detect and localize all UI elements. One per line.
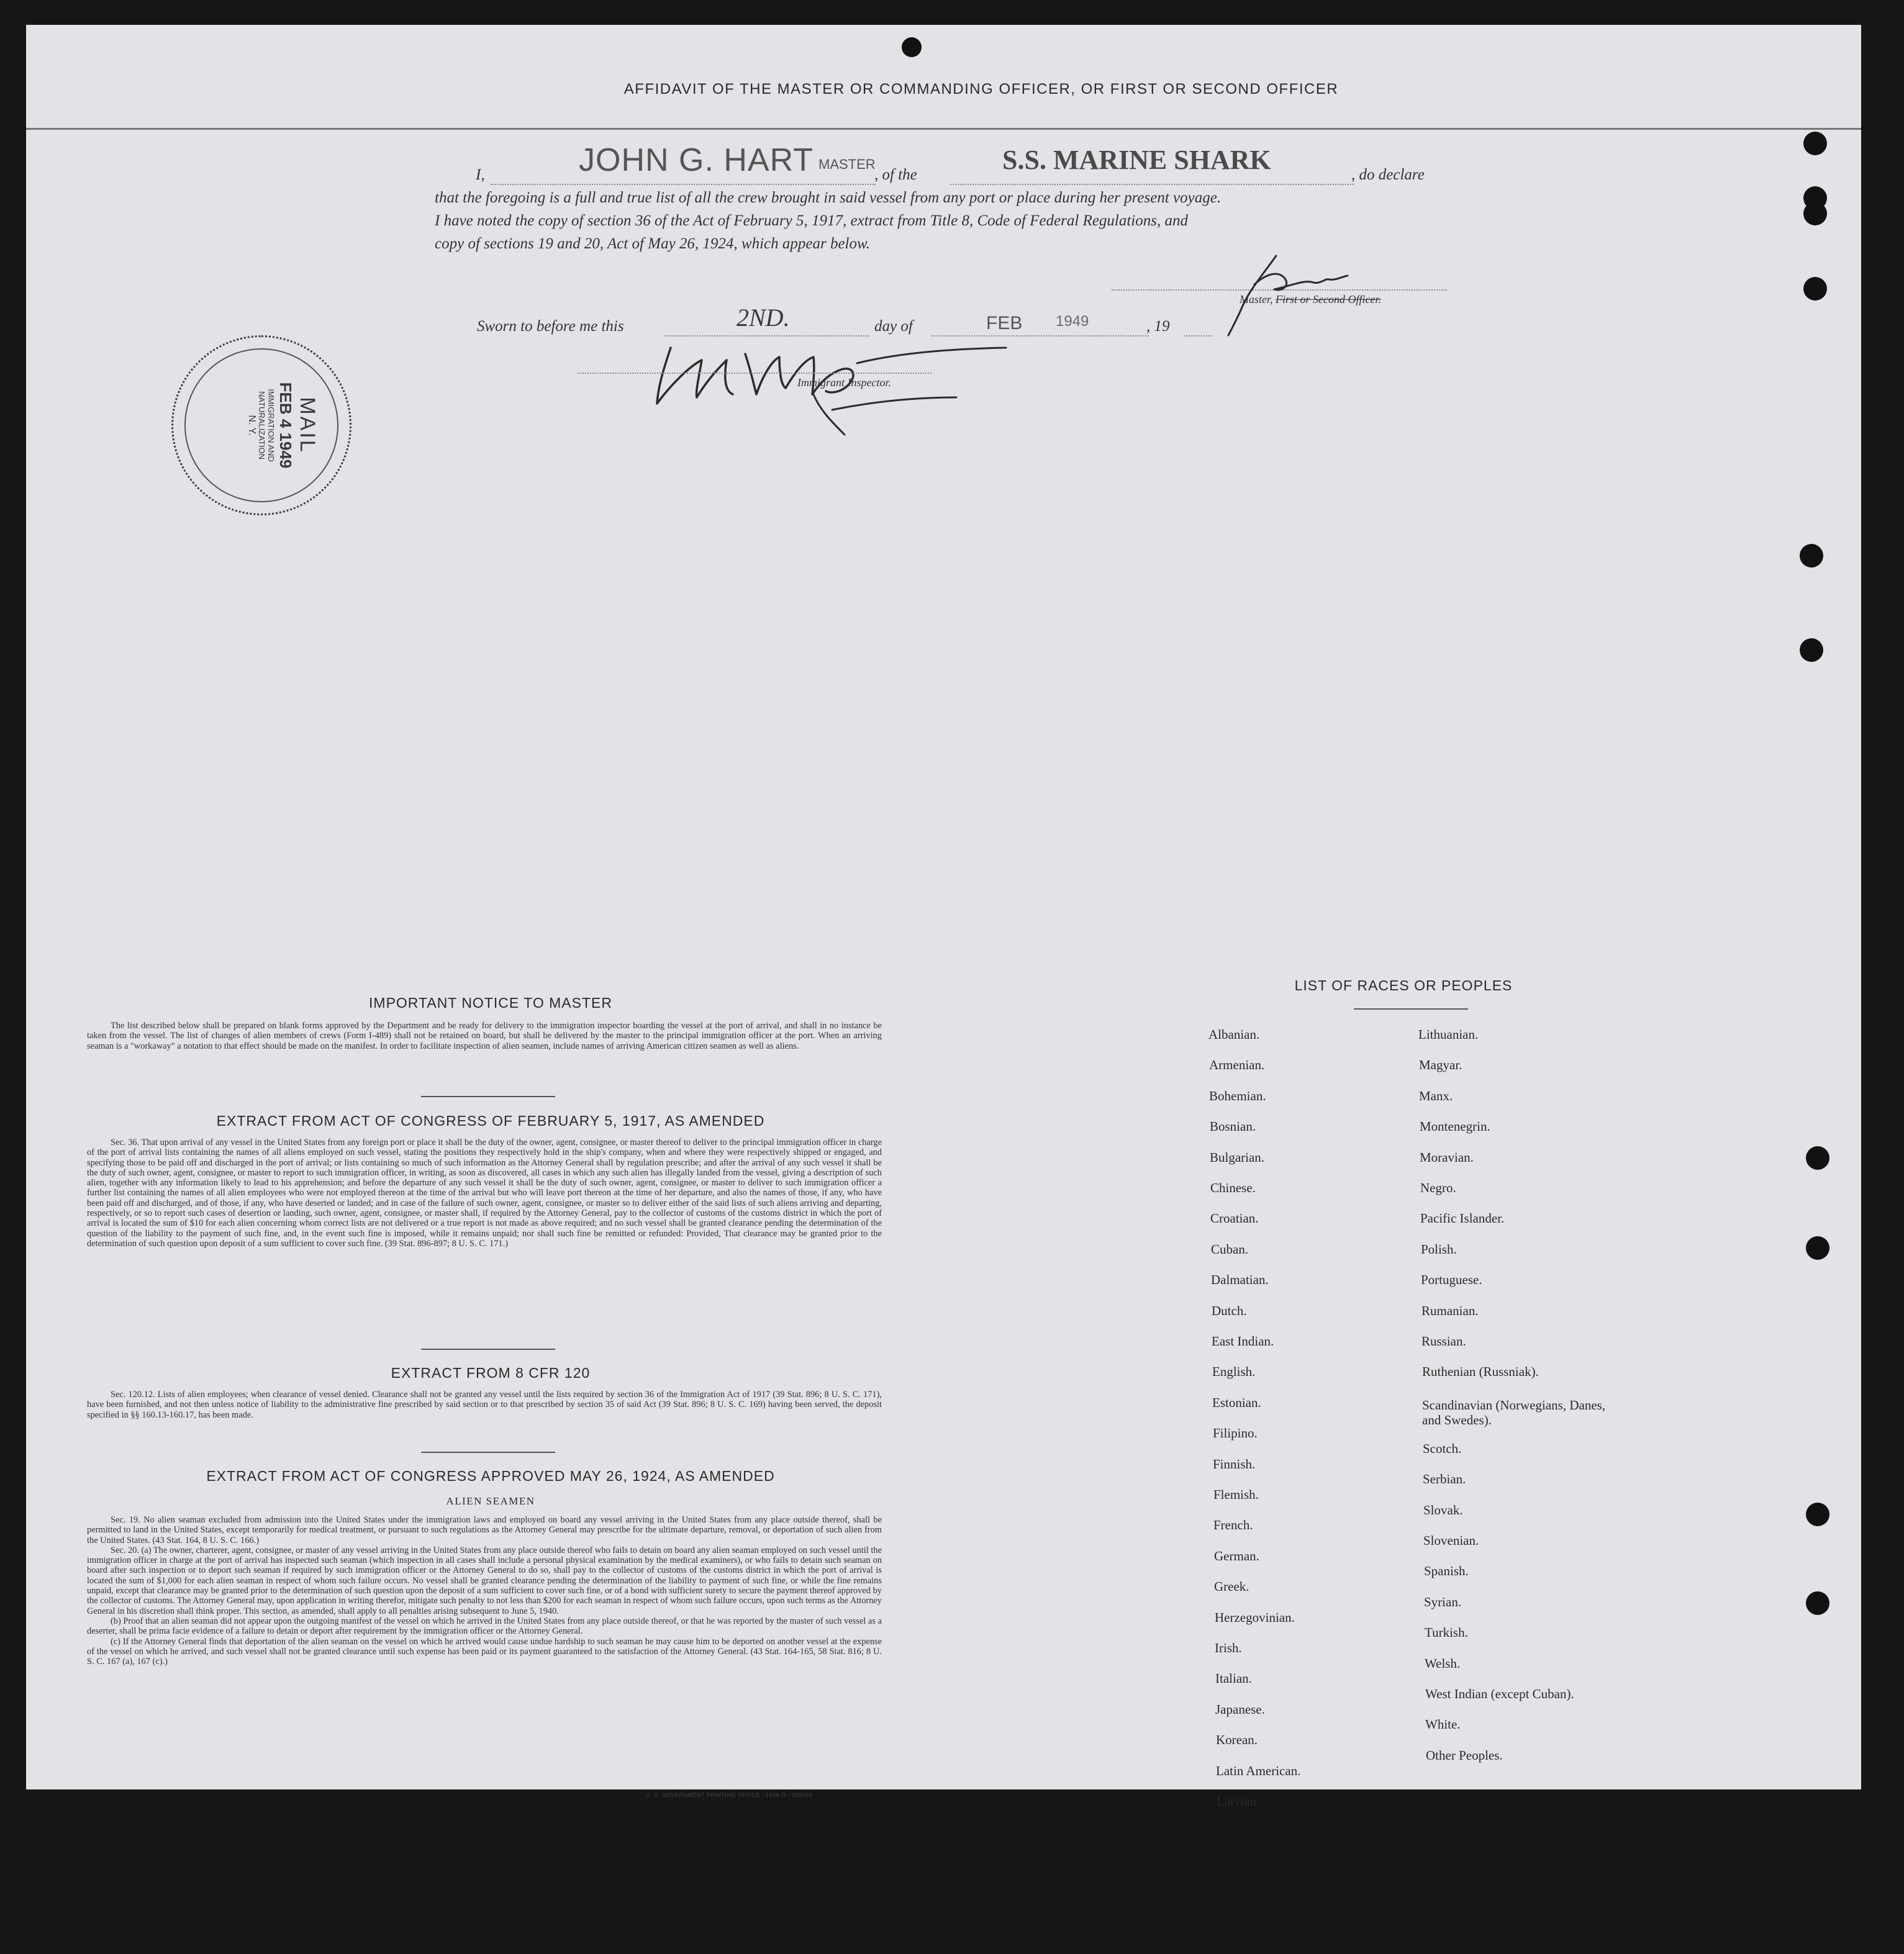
punch-hole (902, 37, 922, 57)
punch-hole (1800, 638, 1823, 662)
notice-paragraph: The list described below shall be prepared on blank forms approved by the Department and be ready for delivery to the immigration inspector boarding the vessel at the port of arrival, and shall in no instance be taken from the vessel. The list of changes of alien members of crews (Form I-489) shall not be retained on board, but shall be delivered by the master to the principal immigration officer at the port. When an arriving seaman is a "workaway" a notation to that effect should be made on the manifest. In order to facilitate inspection of alien seamen, include names of arriving American citizen seamen as well as aliens. (87, 1021, 882, 1051)
race-item: Portuguese. (1421, 1272, 1482, 1288)
punch-hole (1806, 1236, 1829, 1260)
race-item: Negro. (1420, 1180, 1456, 1195)
race-item: Japanese. (1215, 1701, 1265, 1717)
sec-20b-paragraph: (b) Proof that an alien seaman did not appear upon the outgoing manifest of the vessel on which he arrived in the United States from any place outside thereof, or that he was reported by the master of such vessel as a deserter, shall be prima facie evidence of a failure to detain or deport after requirement by the immigration officer or the Attorney General. (87, 1616, 882, 1637)
race-item: Russian. (1421, 1334, 1466, 1349)
inspector-signature (646, 335, 1018, 447)
punch-hole (1803, 202, 1827, 225)
punch-hole (1800, 544, 1823, 568)
race-item: Scandinavian (Norwegians, Danes, and Swedes). (1422, 1397, 1606, 1427)
divider-rule (421, 1096, 555, 1097)
race-item: Chinese. (1210, 1180, 1256, 1195)
race-item: Manx. (1419, 1088, 1453, 1103)
race-item: Other Peoples. (1426, 1747, 1503, 1763)
race-item: Turkish. (1425, 1625, 1468, 1640)
year-line (1184, 335, 1212, 337)
comma-19-label: , 19 (1146, 318, 1170, 335)
punch-hole (1803, 132, 1827, 155)
divider-rule (421, 1452, 555, 1453)
stamp-text-block (207, 373, 319, 478)
race-item: French. (1213, 1518, 1253, 1533)
race-item: Magyar. (1419, 1057, 1462, 1073)
race-item: Bulgarian. (1210, 1149, 1265, 1165)
race-item: Polish. (1421, 1241, 1457, 1257)
signature-stroke (1254, 274, 1348, 290)
race-item: Moravian. (1420, 1149, 1474, 1165)
sworn-label: Sworn to before me this (477, 318, 624, 335)
extract-1924-text (87, 1515, 882, 1667)
race-item: German. (1214, 1548, 1259, 1563)
header-rule (26, 128, 1861, 130)
day-of-label: day of (874, 318, 913, 335)
race-item: Spanish. (1424, 1563, 1469, 1579)
struck-officer-caption: First or Second Officer. (1276, 293, 1381, 305)
master-caption-text: Master, (1240, 293, 1273, 305)
affidavit-line-3: I have noted the copy of section 36 of the Act of February 5, 1917, extract from Title 8, Code of Federal Regulations, and (435, 212, 1188, 229)
race-item: Serbian. (1423, 1472, 1466, 1487)
master-name: JOHN G. HART (579, 142, 814, 178)
cfr-text (87, 1390, 882, 1420)
year-value: 1949 (1056, 313, 1089, 330)
race-item: Bohemian. (1209, 1088, 1266, 1103)
race-item: East Indian. (1212, 1334, 1274, 1349)
race-item: Syrian. (1424, 1594, 1462, 1609)
inspector-caption: Immigrant Inspector. (797, 376, 891, 389)
race-item: Bosnian. (1210, 1119, 1256, 1134)
extract-1917-text (87, 1138, 882, 1249)
race-item: Irish. (1215, 1640, 1242, 1655)
do-declare-label: , do declare (1351, 166, 1425, 183)
race-item: Korean. (1216, 1732, 1258, 1748)
cfr-paragraph: Sec. 120.12. Lists of alien employees; when clearance of vessel denied. Clearance shall not be granted any vessel until the lists required by section 36 of the Immigration Act of 1917 (39 Stat. 896; 8 U. S. C. 171), have been furnished, and not then unless notice of liability to the administrative fine prescribed by said section or to that prescribed by section 35 of said Act (39 Stat. 896; 8 U. S. C. 169) having been served, the deposit specified in §§ 160.13-160.17, has been made. (87, 1390, 882, 1420)
divider-rule (421, 1349, 555, 1350)
stamp-agency-1: IMMIGRATION AND (266, 389, 276, 462)
extract-1917-paragraph: Sec. 36. That upon arrival of any vessel in the United States from any foreign port or place it shall be the duty of the owner, agent, consignee, or master thereof to deliver to the principal immigration officer in charge of the port of arrival lists containing the names of all aliens employed on such vessel, stating the positions they respectively hold in the ship's company, when and where they were respectively shipped or engaged, and specifying those to be paid off and discharged in the port of arrival; or lists containing so much of such information as the Attorney General shall by regulation prescribe; and after the arrival of any such vessel it shall be the duty of such owner, agent, consignee, or master to report to such immigration officer, in writing, as soon as discovered, all cases in which any such alien has illegally landed from the vessel, giving a description of such alien, together with any information likely to lead to his apprehension; and before the departure of any such vessel it shall be the duty of such owner, agent, consignee, or master to deliver to such immigration officer a further list containing the names of all alien employees who were not employed thereon at the time of the arrival but who will leave port thereon at the time of her departure, and also the names of those, if any, who have been paid off and discharged, and of those, if any, who have deserted or landed; and in case of the failure of such owner, agent, consignee, or master so to deliver either of the said lists of such aliens arriving and departing, respectively, or so to report such cases of desertion or landing, such owner, agent, consignee, or master shall, if required by the Attorney General, pay to the collector of customs of the customs district in which the port of arrival is located the sum of $10 for each alien concerning whom correct lists are not delivered or a true report is not made as above required; and no such vessel shall be granted clearance pending the determination of the question of the liability to the payment of such fine, and, in the event such fine is imposed, while it remains unpaid; nor shall such fine be remitted or refunded: Provided, That clearance may be granted prior to the determination of such question upon deposit of a sum sufficient to cover such fine. (39 Stat. 896-897; 8 U. S. C. 171.) (87, 1138, 882, 1249)
race-item: White. (1425, 1717, 1461, 1732)
punch-hole (1806, 1146, 1829, 1170)
vessel-line (950, 184, 1354, 185)
race-item: Italian. (1215, 1671, 1252, 1686)
of-the-label: , of the (874, 166, 917, 183)
race-item: Albanian. (1208, 1027, 1260, 1042)
race-item: Cuban. (1211, 1241, 1249, 1257)
race-item: Filipino. (1213, 1426, 1258, 1441)
sec-20c-paragraph: (c) If the Attorney General finds that deportation of the alien seaman on the vessel on which he arrived would cause undue hardship to such seaman he may cause him to be deported on another vessel at the expense of the vessel on which he arrived, and such vessel shall not be granted clearance until such expense has been paid or its payment guaranteed to the satisfaction of the Attorney General. (43 Stat. 164-165, 58 Stat. 816; 8 U. S. C. 167 (a), 167 (c).) (87, 1636, 882, 1667)
race-item: Latin American. (1216, 1763, 1301, 1778)
affidavit-line-2: that the foregoing is a full and true list of all the crew brought in said vessel from any port or place during her present voyage. (435, 189, 1222, 206)
race-item: Greek. (1214, 1579, 1249, 1594)
race-item: Dalmatian. (1211, 1272, 1269, 1288)
race-item: Croatian. (1210, 1211, 1259, 1226)
race-item: Rumanian. (1421, 1303, 1479, 1318)
receipt-stamp (171, 335, 351, 515)
race-item: Slovenian. (1423, 1533, 1479, 1548)
name-line (491, 184, 876, 185)
punch-hole (1806, 1591, 1829, 1615)
race-item: West Indian (except Cuban). (1425, 1686, 1574, 1701)
master-caption (1240, 293, 1381, 306)
race-item: Slovak. (1423, 1502, 1463, 1518)
signature-stroke (657, 348, 733, 404)
races-heading: LIST OF RACES OR PEOPLES (1294, 977, 1513, 993)
stamp-mail: MAIL (296, 397, 319, 454)
alien-seamen-subheading: ALIEN SEAMEN (446, 1495, 535, 1507)
race-item: Scotch. (1423, 1441, 1462, 1456)
race-item: Herzegovinian. (1215, 1609, 1295, 1625)
printing-office-note: U. S. GOVERNMENT PRINTING OFFICE : 1946 O - 559069 (646, 1792, 812, 1798)
sec-20a-paragraph: Sec. 20. (a) The owner, charterer, agent, consignee, or master of any vessel arriving in the United States from any place outside thereof who fails to detain on board any alien seaman employed on such vessel until the immigration officer in charge at the port of arrival has inspected such seaman (which inspection in all cases shall include a personal physical examination by the medical examiners), or who fails to detain such seaman on board after such inspection or to deport such seaman if required by such immigration officer or the Attorney General to do so, shall pay to the collector of customs of the customs district in which the port of arrival is located the sum of $1,000 for each alien seaman in respect of whom such failure occurs. No vessel shall be granted clearance pending the determination of the liability to payment of such fine, or while the fine remains unpaid, except that clearance may be granted prior to the determination of such question upon the deposit of a sum sufficient to cover such fine, or of a bond with sufficient surety to secure the payment thereof approved by the collector of customs. The Attorney General may, upon application in writing therefor, mitigate such penalty to not less than $200 for each seaman in respect of whom such failure occurs, upon such terms as the Attorney General in his discretion shall think proper. This section, as amended, shall apply to all penalties arising subsequent to June 5, 1940. (87, 1545, 882, 1616)
stamp-agency-2: NATURALIZATION (257, 391, 266, 460)
race-item: Armenian. (1209, 1057, 1265, 1073)
inspector-signature-line (578, 373, 932, 374)
race-item: Latvian. (1217, 1794, 1260, 1809)
notice-heading: IMPORTANT NOTICE TO MASTER (369, 995, 612, 1011)
rank-value: MASTER (818, 156, 876, 172)
affidavit-i: I, (476, 166, 485, 183)
signature-stroke (857, 348, 1006, 363)
race-item: Ruthenian (Russniak). (1422, 1364, 1539, 1380)
affidavit-line-4: copy of sections 19 and 20, Act of May 26, 1924, which appear below. (435, 235, 871, 252)
vessel-name: S.S. MARINE SHARK (1002, 145, 1271, 175)
race-item: Montenegrin. (1420, 1119, 1490, 1134)
month-value: FEB (986, 313, 1023, 333)
punch-hole (1803, 277, 1827, 301)
stamp-city: N. Y. (247, 415, 257, 436)
extract-1917-heading: EXTRACT FROM ACT OF CONGRESS OF FEBRUARY 5, 1917, AS AMENDED (216, 1113, 765, 1129)
race-item: Lithuanian. (1418, 1027, 1479, 1042)
cfr-heading: EXTRACT FROM 8 CFR 120 (391, 1365, 591, 1381)
notice-text (87, 1021, 882, 1051)
races-heading-rule (1354, 1008, 1468, 1010)
race-item: English. (1212, 1364, 1256, 1380)
affidavit-title: AFFIDAVIT OF THE MASTER OR COMMANDING OFFICER, OR FIRST OR SECOND OFFICER (623, 81, 1339, 97)
day-value: 2ND. (737, 304, 790, 332)
stamp-date: FEB 4 1949 (276, 382, 295, 469)
extract-1924-heading: EXTRACT FROM ACT OF CONGRESS APPROVED MAY 26, 1924, AS AMENDED (206, 1468, 775, 1484)
punch-hole (1806, 1503, 1829, 1526)
race-item: Flemish. (1213, 1487, 1259, 1502)
signature-stroke (814, 394, 956, 435)
race-item: Dutch. (1212, 1303, 1247, 1318)
race-item: Finnish. (1213, 1456, 1256, 1472)
sec-19-paragraph: Sec. 19. No alien seaman excluded from admission into the United States under the immigration laws and employed on board any vessel arriving in the United States from any place outside thereof, shall be permitted to land in the United States, except temporarily for medical treatment, or pursuant to such regulations as the Attorney General may prescribe for the ultimate departure, removal, or deportation of such alien from the United States. (43 Stat. 164, 8 U. S. C. 166.) (87, 1515, 882, 1545)
race-item: Estonian. (1212, 1395, 1261, 1410)
race-item: Pacific Islander. (1420, 1211, 1505, 1226)
race-item: Welsh. (1425, 1655, 1461, 1671)
